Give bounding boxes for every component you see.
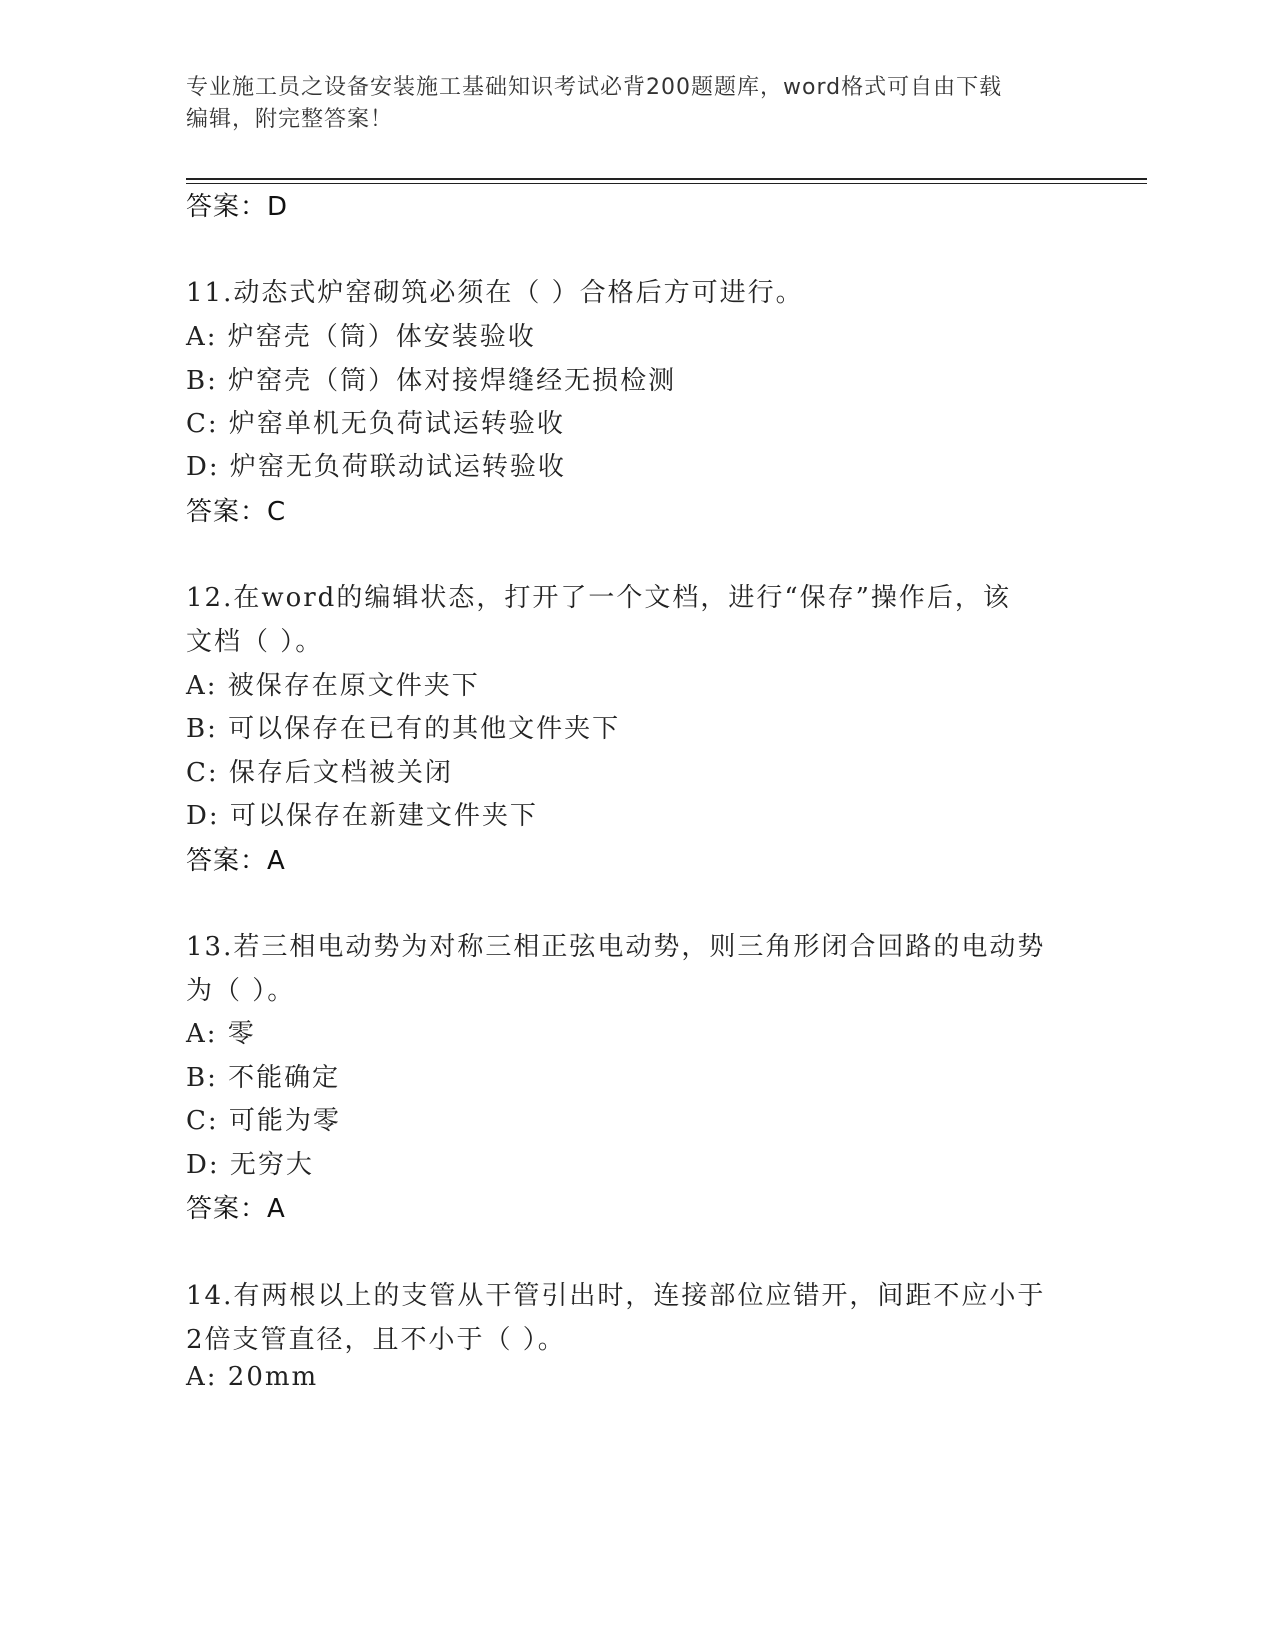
question-stem-continued: 文档（ ）。 bbox=[186, 627, 324, 657]
header-divider bbox=[186, 178, 1147, 180]
option-b: B: 可以保存在已有的其他文件夹下 bbox=[186, 714, 621, 744]
option-b: B: 炉窑壳（筒）体对接焊缝经无损检测 bbox=[186, 366, 677, 396]
option-c: C: 保存后文档被关闭 bbox=[186, 758, 453, 788]
answer-line bbox=[186, 186, 288, 223]
answer-line bbox=[186, 1188, 286, 1225]
option-d: D: 炉窑无负荷联动试运转验收 bbox=[186, 452, 566, 482]
header-line-1: 专业施工员之设备安装施工基础知识考试必背200题题库，word格式可自由下载 bbox=[186, 75, 1003, 100]
question-stem-continued: 为（ ）。 bbox=[186, 976, 296, 1006]
answer-label: 答案： bbox=[186, 497, 268, 527]
option-d: D: 无穷大 bbox=[186, 1150, 314, 1180]
question-stem: 11.动态式炉窑砌筑必须在（ ）合格后方可进行。 bbox=[186, 278, 804, 308]
answer-value: C bbox=[267, 497, 287, 527]
header-divider-thin bbox=[186, 183, 1147, 184]
answer-label: 答案： bbox=[186, 846, 268, 876]
option-a: A: 被保存在原文件夹下 bbox=[186, 671, 480, 701]
option-c: C: 炉窑单机无负荷试运转验收 bbox=[186, 409, 565, 439]
option-a: A: 炉窑壳（筒）体安装验收 bbox=[186, 322, 536, 352]
option-a: A: 零 bbox=[186, 1019, 256, 1049]
answer-line bbox=[186, 491, 286, 528]
question-stem: 12.在word的编辑状态，打开了一个文档，进行“保存”操作后，该 bbox=[186, 583, 1011, 613]
header-line-2: 编辑，附完整答案！ bbox=[186, 107, 394, 132]
answer-label: 答案： bbox=[186, 1194, 268, 1224]
option-d: D: 可以保存在新建文件夹下 bbox=[186, 801, 538, 831]
answer-label: 答案： bbox=[186, 192, 268, 222]
answer-value: A bbox=[267, 846, 286, 876]
answer-line bbox=[186, 840, 286, 877]
option-a: A: 20mm bbox=[186, 1362, 319, 1392]
question-stem: 13.若三相电动势为对称三相正弦电动势，则三角形闭合回路的电动势 bbox=[186, 932, 1046, 962]
option-b: B: 不能确定 bbox=[186, 1063, 341, 1093]
question-stem: 14.有两根以上的支管从干管引出时，连接部位应错开，间距不应小于 bbox=[186, 1281, 1046, 1311]
question-stem-continued: 2倍支管直径，且不小于（ ）。 bbox=[186, 1325, 566, 1355]
option-c: C: 可能为零 bbox=[186, 1106, 341, 1136]
answer-value: D bbox=[267, 192, 289, 222]
answer-value: A bbox=[267, 1194, 286, 1224]
document-header bbox=[186, 72, 1066, 136]
